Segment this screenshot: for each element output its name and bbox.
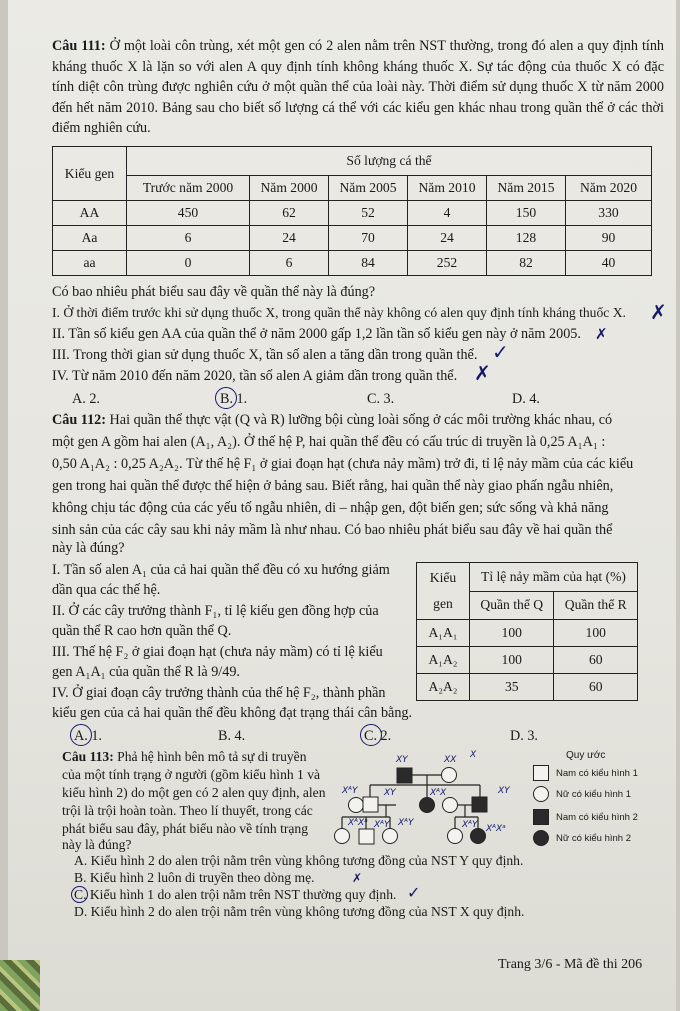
q113-option-a: A. Kiểu hình 2 do alen trội nằm trên vùng không tương đồng của NST Y quy định. [74, 853, 524, 868]
q111-col-2: Năm 2005 [329, 176, 408, 201]
q112-option-a-circle [70, 724, 92, 746]
value-cell: 6 [127, 226, 250, 251]
q112-intro-line-2: một gen A gồm hai alen (A₁, A₂). Ở thế hệ P, hai quần thể đều có cấu trúc di truyền là 0,25 A₁A₁ : [52, 434, 606, 450]
table-row [417, 620, 638, 647]
q113-intro-line-6: này là đúng? [62, 837, 132, 852]
value-cell: 100 [470, 620, 554, 647]
q111-th-genotype: Kiểu gen [53, 147, 127, 201]
legend-female-1-label: Nữ có kiểu hình 1 [556, 789, 632, 800]
q111-col-4: Năm 2015 [487, 176, 566, 201]
pedigree-female-normal [442, 768, 457, 783]
pedigree-note: XᴬXᵃ [486, 824, 506, 834]
value-cell: 82 [487, 251, 566, 276]
value-cell: 100 [470, 647, 554, 674]
legend-male-2-label: Nam có kiểu hình 2 [556, 812, 638, 823]
value-cell: 84 [329, 251, 408, 276]
genotype-cell: aa [53, 251, 127, 276]
q113-intro-line-2: của một tính trạng ở người (gồm kiểu hình 1 và [62, 767, 321, 782]
legend-female-1-symbol [533, 786, 549, 802]
value-cell: 450 [127, 201, 250, 226]
value-cell: 128 [487, 226, 566, 251]
q112-intro-line-3: 0,50 A₁A₂ : 0,25 A₂A₂. Từ thế hệ F₁ ở giai đoạn hạt (chưa nảy mầm) trở đi, tỉ lệ nảy mầm của các kiểu [52, 456, 634, 472]
q111-intro [52, 36, 664, 139]
q113-option-d: D. Kiểu hình 2 do alen trội nằm trên vùng không tương đồng của NST X quy định. [74, 904, 525, 919]
genotype-cell: A₂A₂ [417, 674, 470, 701]
q112-intro-line-4: gen trong hai quần thể được thể hiện ở bảng sau. Biết rằng, hai quần thể này giao phấn ngẫu nhiên, [52, 478, 614, 494]
genotype-cell: A₁A₁ [417, 620, 470, 647]
q111-mark-4: ✗ [474, 361, 491, 385]
q111-option-b-circle [215, 387, 237, 409]
q111-option-a: A. 2. [72, 391, 100, 407]
pedigree-female-normal [443, 798, 458, 813]
legend-male-1-symbol [533, 765, 549, 781]
q112-option-c-circle [360, 724, 382, 746]
pedigree-male-normal [363, 797, 378, 812]
q111-statement-1: I. Ở thời điểm trước khi sử dụng thuốc X, trong quần thể này không có alen quy định tính kháng thuốc X. [52, 305, 626, 320]
table-row [53, 201, 652, 226]
q111-option-b: B. 1. [220, 391, 248, 407]
q112-option-a: A. 1. [74, 728, 102, 744]
q111-genotype-table [52, 146, 652, 276]
pedigree-chart [330, 745, 530, 850]
q111-label: Câu 111: [52, 38, 106, 54]
value-cell: 40 [566, 251, 652, 276]
pedigree-male-affected [472, 797, 487, 812]
q111-mark-1: ✗ [650, 300, 667, 324]
q112-statement-3a: III. Thế hệ F₂ ở giai đoạn hạt (chưa nảy mầm) có tỉ lệ kiểu [52, 644, 383, 660]
q112-statement-3b: gen A₁A₁ của quần thể R là 9/49. [52, 664, 240, 680]
q112-statement-1a: I. Tần số alen A₁ của cả hai quần thể đều có xu hướng giảm [52, 562, 390, 578]
q112-intro-line-5: không chịu tác động của các yếu tố ngẫu nhiên, di – nhập gen, đột biến gen; sức sống và khả năng [52, 500, 609, 516]
pedigree-note: XᴬY [374, 820, 390, 830]
pedigree-female-normal [448, 829, 463, 844]
pedigree-note: XᴬY [398, 818, 414, 828]
q111-option-c: C. 3. [367, 391, 395, 407]
q112-statement-4b: kiểu gen của cả hai quần thể đều không đạt trạng thái cân bằng. [52, 705, 413, 721]
pedigree-note: XX [444, 755, 457, 765]
q111-col-1: Năm 2000 [250, 176, 329, 201]
pedigree-note: XY [384, 788, 396, 798]
q112-th-gen: gen [433, 596, 453, 611]
q112-th-r: Quần thể R [554, 591, 638, 620]
q111-col-5: Năm 2020 [566, 176, 652, 201]
q112-statement-2a: II. Ở các cây trưởng thành F₁, tỉ lệ kiểu gen đồng hợp của [52, 603, 379, 619]
pedigree-male-affected [397, 768, 412, 783]
value-cell: 24 [408, 226, 487, 251]
q112-intro-text-1: Hai quần thể thực vật (Q và R) lưỡng bội cùng loài sống ở các môi trường khác nhau, có [109, 412, 613, 428]
q112-intro-line-7: này là đúng? [52, 540, 125, 556]
pedigree-male-normal [359, 829, 374, 844]
q113-option-c: C. Kiểu hình 1 do alen trội nằm trên NST thường quy định. [74, 887, 397, 902]
q113-mark-b: ✗ [352, 871, 363, 885]
genotype-cell: A₁A₂ [417, 647, 470, 674]
q112-th-genotype [417, 563, 470, 620]
q112-statement-4a: IV. Ở giai đoạn cây trưởng thành của thế hệ F₂, thành phần [52, 685, 386, 701]
page-footer: Trang 3/6 - Mã đề thi 206 [498, 957, 643, 972]
pedigree-note: XᴬY [462, 820, 478, 830]
q111-statement-2: II. Tần số kiểu gen AA của quần thể ở năm 2000 gấp 1,2 lần tần số kiểu gen này ở năm 2005. [52, 326, 581, 342]
value-cell: 90 [566, 226, 652, 251]
q112-germination-table [416, 562, 638, 701]
q111-question: Có bao nhiêu phát biểu sau đây về quần thể này là đúng? [52, 284, 376, 300]
q112-th-q: Quần thể Q [470, 591, 554, 620]
legend-male-1-label: Nam có kiểu hình 1 [556, 768, 638, 779]
pedigree-note: XY [396, 755, 408, 765]
legend-female-2-label: Nữ có kiểu hình 2 [556, 833, 632, 844]
value-cell: 62 [250, 201, 329, 226]
genotype-cell: Aa [53, 226, 127, 251]
q112-th-rate: Tỉ lệ nảy mầm của hạt (%) [470, 563, 638, 592]
q111-mark-3: ✓ [492, 340, 509, 364]
q111-statement-3: III. Trong thời gian sử dụng thuốc X, tần số alen a tăng dần trong quần thể. [52, 347, 478, 363]
legend-female-2-symbol [533, 830, 549, 846]
pedigree-female-affected [420, 798, 435, 813]
q112-intro-line-1 [52, 410, 612, 431]
pedigree-note: XY [498, 786, 510, 796]
legend-male-2-symbol [533, 809, 549, 825]
value-cell: 252 [408, 251, 487, 276]
pedigree-note: X [470, 750, 477, 760]
value-cell: 330 [566, 201, 652, 226]
q113-intro-line-4: trội là trội hoàn toàn. Theo lí thuyết, trong các [62, 803, 313, 818]
q113-intro-line-3: kiểu hình 2) do một gen có 2 alen quy định, alen [62, 785, 326, 800]
table-row [417, 674, 638, 701]
genotype-cell: AA [53, 201, 127, 226]
pedigree-note: XᴬX [430, 788, 447, 798]
q111-col-0: Trước năm 2000 [127, 176, 250, 201]
q112-option-d: D. 3. [510, 728, 538, 744]
q113-intro-line-1 [62, 748, 307, 766]
value-cell: 100 [554, 620, 638, 647]
value-cell: 0 [127, 251, 250, 276]
pedigree-female-affected [471, 829, 486, 844]
q111-option-d: D. 4. [512, 391, 540, 407]
q113-intro-line-5: phát biểu sau đây, phát biểu nào về tính trạng [62, 821, 309, 836]
q112-statement-2b: quần thể R cao hơn quần thể Q. [52, 623, 232, 639]
value-cell: 52 [329, 201, 408, 226]
value-cell: 4 [408, 201, 487, 226]
q111-intro-text: Ở một loài côn trùng, xét một gen có 2 alen nằm trên NST thường, trong đó alen a quy định tính kháng thuốc X là lặn so với alen A quy định tính không kháng thuốc X. Sự tác động của thuốc X có đặc tính diệt côn trùng được nghiên cứu ở một quần thể của loài này. Thời điểm sử dụng thuốc X từ năm 2000 đến hết năm 2010. Bảng sau cho biết số lượng cá thể với các kiểu gen khác nhau trong quần thể ở các thời điểm nghiên cứu. [52, 38, 665, 136]
value-cell: 35 [470, 674, 554, 701]
q112-option-b: B. 4. [218, 728, 246, 744]
q113-option-c-circle [71, 886, 88, 903]
q113-option-b: B. Kiểu hình 2 luôn di truyền theo dòng mẹ. [74, 870, 315, 885]
q111-statement-4: IV. Từ năm 2010 đến năm 2020, tần số alen A giảm dần trong quần thể. [52, 368, 458, 384]
value-cell: 150 [487, 201, 566, 226]
q113-intro-text-1: Phả hệ hình bên mô tả sự di truyền [117, 749, 307, 764]
q112-label: Câu 112: [52, 412, 106, 428]
q113-label: Câu 113: [62, 749, 114, 764]
value-cell: 24 [250, 226, 329, 251]
pedigree-female-normal [349, 798, 364, 813]
background-fabric [0, 960, 40, 1011]
value-cell: 70 [329, 226, 408, 251]
value-cell: 60 [554, 674, 638, 701]
pedigree-note: XᴬXᵃ [348, 818, 368, 828]
q111-col-3: Năm 2010 [408, 176, 487, 201]
q112-th-kieu: Kiểu [429, 570, 457, 585]
pedigree-legend-title: Quy ước [566, 750, 606, 761]
value-cell: 60 [554, 647, 638, 674]
value-cell: 6 [250, 251, 329, 276]
pedigree-female-normal [383, 829, 398, 844]
table-row [53, 251, 652, 276]
q112-intro-line-6: sinh sản của các cây sau khi nảy mầm là như nhau. Có bao nhiêu phát biểu sau đây về hai quần thể [52, 522, 613, 538]
q111-mark-2: ✗ [595, 325, 608, 343]
q113-mark-c: ✓ [407, 883, 421, 902]
pedigree-note: XᴬY [342, 786, 358, 796]
q112-statement-1b: dần qua các thế hệ. [52, 582, 161, 598]
table-row [417, 647, 638, 674]
q111-th-group: Số lượng cá thể [127, 147, 652, 176]
q112-option-c: C. 2. [364, 728, 392, 744]
table-row [53, 226, 652, 251]
pedigree-female-normal [335, 829, 350, 844]
